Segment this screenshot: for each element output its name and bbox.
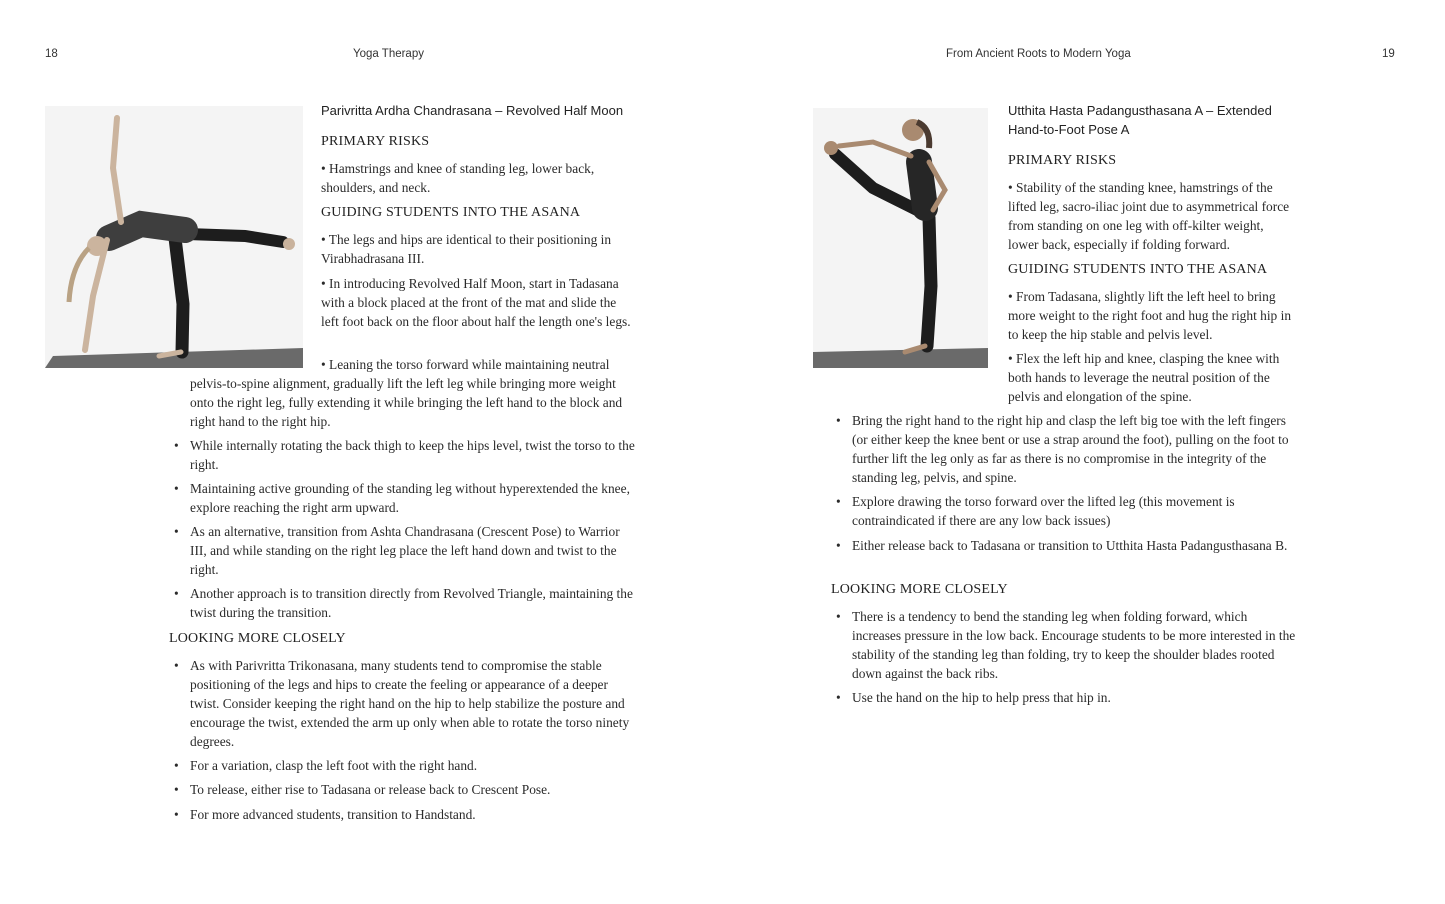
left-guiding-item-3: • Leaning the torso forward while maintaining neutral pelvis-to-spine alignment, gradually lift the left leg while bringing more weight onto the right leg, fully extending it while bringing the left hand to the block and right hand to the right hip. (190, 357, 623, 429)
right-guiding-heading: GUIDING STUDENTS INTO THE ASANA (1008, 262, 1268, 277)
right-guiding-item-4: • Explore drawing the torso forward over the lifted leg (this movement is contraindicated if there are any low back issues) (852, 492, 1297, 530)
right-primary-risks-heading: PRIMARY RISKS (1008, 153, 1117, 168)
left-guiding-item-1: • The legs and hips are identical to their positioning in Virabhadrasana III. (321, 232, 612, 266)
right-pose-title: Utthita Hasta Padangusthasana A – Extended Hand-to-Foot Pose A (1008, 103, 1272, 137)
left-primary-risks-text: • Hamstrings and knee of standing leg, lower back, shoulders, and neck. (321, 161, 595, 195)
extended-hand-to-foot-photo (813, 108, 988, 368)
right-closer-item-2: • Use the hand on the hip to help press that hip in. (852, 688, 1297, 707)
right-page-number: 19 (1382, 48, 1395, 60)
revolved-half-moon-photo (45, 106, 303, 368)
left-guiding-item-6: • As an alternative, transition from Ashta Chandrasana (Crescent Pose) to Warrior III, and while standing on the right leg place the left hand down and twist to the right. (190, 522, 635, 579)
left-running-header: Yoga Therapy (353, 48, 424, 60)
left-guiding-item-7: • Another approach is to transition directly from Revolved Triangle, maintaining the twist during the transition. (190, 584, 635, 622)
left-guiding-item-2: • In introducing Revolved Half Moon, start in Tadasana with a block placed at the front of the mat and slide the left foot back on the floor about half the length one's legs. (321, 276, 631, 329)
left-page-number: 18 (45, 48, 58, 60)
right-closer-heading: LOOKING MORE CLOSELY (831, 582, 1008, 597)
right-guiding-item-3: • Bring the right hand to the right hip and clasp the left big toe with the left fingers (or either keep the knee bent or use a strap around the foot), pulling on the foot to further lift the leg only as far as there is no compromise in the integrity of the standing leg, pelvis, and spine. (852, 411, 1297, 487)
right-guiding-item-1: • From Tadasana, slightly lift the left heel to bring more weight to the right foot and hug the right hip in to keep the hip stable and pelvis level. (1008, 289, 1292, 342)
left-primary-risks-heading: PRIMARY RISKS (321, 134, 430, 149)
right-primary-risks-text: • Stability of the standing knee, hamstrings of the lifted leg, sacro-iliac joint due to asymmetrical force from standing on one leg with off-kilter weight, lower back, especially if folding forward. (1008, 180, 1290, 252)
right-guiding-item-5: • Either release back to Tadasana or transition to Utthita Hasta Padangusthasana B. (852, 536, 1297, 555)
right-guiding-item-2: • Flex the left hip and knee, clasping the knee with both hands to leverage the neutral position of the pelvis and elongation of the spine. (1008, 351, 1280, 404)
left-closer-item-3: • To release, either rise to Tadasana or release back to Crescent Pose. (190, 780, 635, 799)
left-closer-item-2: • For a variation, clasp the left foot with the right hand. (190, 756, 635, 775)
right-closer-item-1: • There is a tendency to bend the standing leg when folding forward, which increases pressure in the low back. Encourage students to be more interested in the stability of the standing leg than folding, try to keep the shoulder blades rooted down against the back ribs. (852, 607, 1297, 683)
left-closer-item-1: • As with Parivritta Trikonasana, many students tend to compromise the stable positioning of the legs and hips to create the feeling or appearance of a deeper twist. Consider keeping the right hand on the hip to help stabilize the posture and encourage the twist, extended the arm up only when able to rotate the torso ninety degrees. (190, 656, 635, 751)
left-pose-title: Parivritta Ardha Chandrasana – Revolved Half Moon (321, 103, 624, 118)
right-running-header: From Ancient Roots to Modern Yoga (946, 48, 1131, 60)
left-closer-heading: LOOKING MORE CLOSELY (169, 631, 346, 646)
left-guiding-heading: GUIDING STUDENTS INTO THE ASANA (321, 205, 581, 220)
left-guiding-item-4: • While internally rotating the back thigh to keep the hips level, twist the torso to the right. (190, 436, 635, 474)
left-closer-item-4: • For more advanced students, transition to Handstand. (190, 805, 635, 824)
left-guiding-item-5: • Maintaining active grounding of the standing leg without hyperextended the knee, explore reaching the right arm upward. (190, 479, 635, 517)
